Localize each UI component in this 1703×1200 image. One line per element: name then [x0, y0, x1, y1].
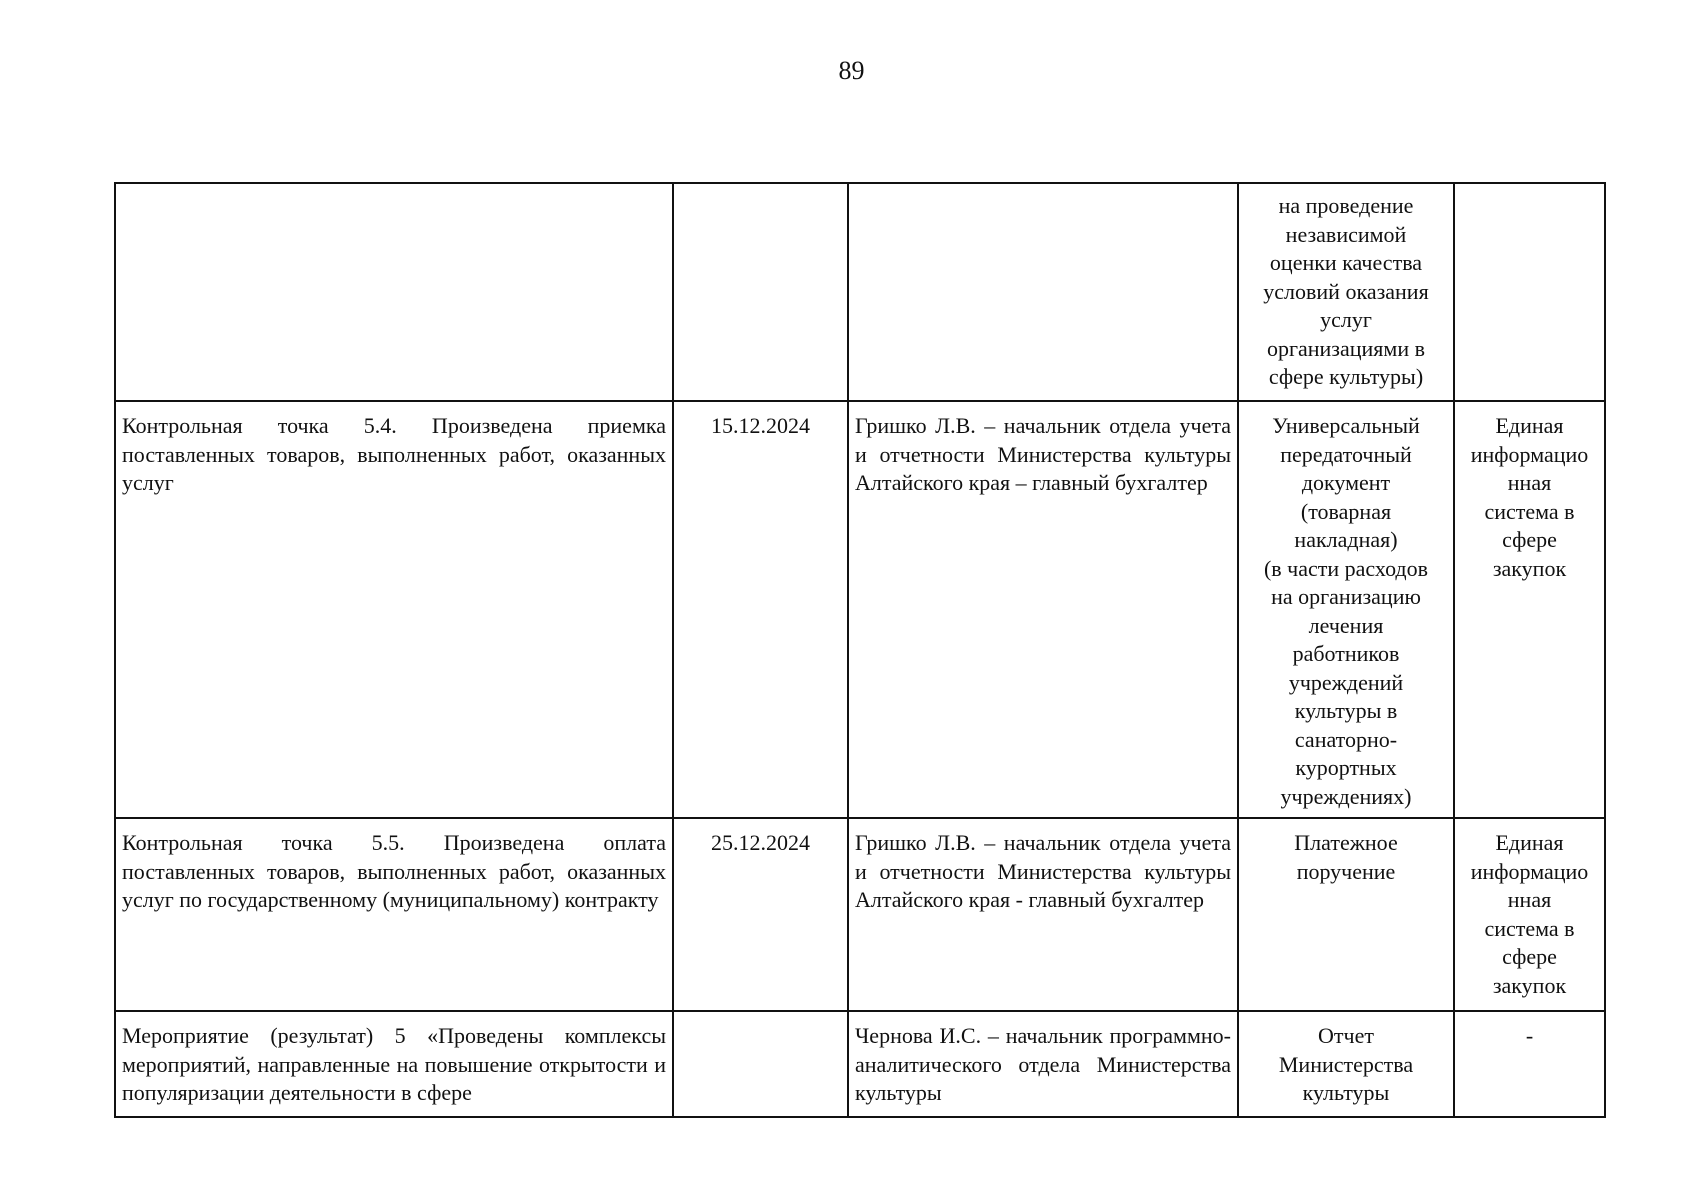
- table-row: [115, 1011, 1605, 1117]
- table-row: [115, 183, 1605, 401]
- description-cell: Контрольная точка 5.4. Произведена приемка поставленных товаров, выполненных работ, оказанных услуг: [115, 401, 673, 818]
- responsible-cell: Гришко Л.В. – начальник отдела учета и отчетности Министерства культуры Алтайского края - главный бухгалтер: [848, 818, 1238, 1011]
- date-cell: 25.12.2024: [673, 818, 848, 1011]
- description-cell: Контрольная точка 5.5. Произведена оплата поставленных товаров, выполненных работ, оказанных услуг по государственному (муниципальному) контракту: [115, 818, 673, 1011]
- system-cell: Единая информацио нная система в сфере закупок: [1454, 818, 1605, 1011]
- responsible-cell: [848, 183, 1238, 401]
- control-points-table: [114, 182, 1606, 1118]
- system-cell: -: [1454, 1011, 1605, 1117]
- document-cell: Отчет Министерства культуры: [1238, 1011, 1454, 1117]
- page-number: 89: [838, 56, 865, 85]
- responsible-cell: Чернова И.С. – начальник программно-аналитического отдела Министерства культуры: [848, 1011, 1238, 1117]
- date-cell: 15.12.2024: [673, 401, 848, 818]
- description-cell: [115, 183, 673, 401]
- document-cell: Платежное поручение: [1238, 818, 1454, 1011]
- document-cell: Универсальный передаточный документ (товарная накладная) (в части расходов на организацию лечения работников учреждений культуры в санаторно- курортных учреждениях): [1238, 401, 1454, 818]
- description-cell: Мероприятие (результат) 5 «Проведены комплексы мероприятий, направленные на повышение открытости и популяризации деятельности в сфере: [115, 1011, 673, 1117]
- responsible-cell: Гришко Л.В. – начальник отдела учета и отчетности Министерства культуры Алтайского края – главный бухгалтер: [848, 401, 1238, 818]
- table-row: [115, 401, 1605, 818]
- date-cell: [673, 1011, 848, 1117]
- document-cell: на проведение независимой оценки качества условий оказания услуг организациями в сфере культуры): [1238, 183, 1454, 401]
- system-cell: Единая информацио нная система в сфере закупок: [1454, 401, 1605, 818]
- date-cell: [673, 183, 848, 401]
- system-cell: [1454, 183, 1605, 401]
- table-row: [115, 818, 1605, 1011]
